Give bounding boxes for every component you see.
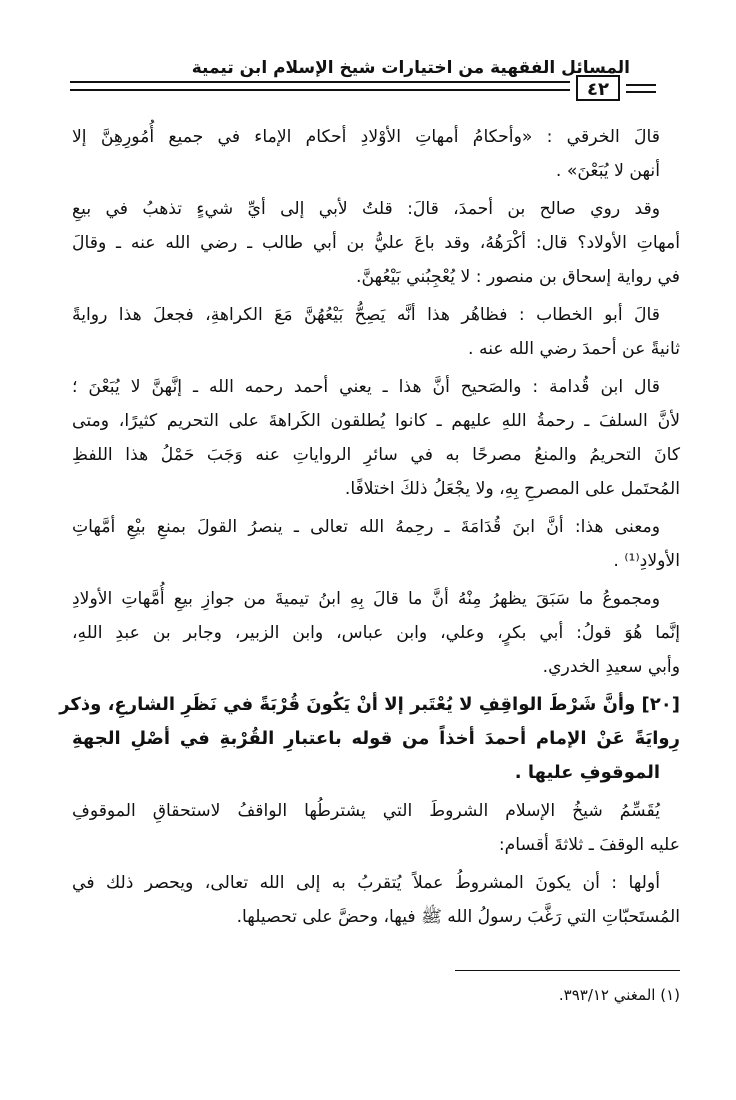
- text-line: كانَ التحريمُ والمنعُ مصرحًا به في سائرِ الرواياتِ عنه وَجَبَ حَمْلُ هذا اللفظِ: [72, 445, 680, 465]
- text-line: رِوايَةً عَنْ الإمام أحمدَ أخذاً من قوله باعتبارِ القُرْبةِ في أصْلِ الجهةِ: [72, 728, 680, 749]
- paragraph-meaning: [72, 510, 680, 578]
- issue-20-heading: [59, 688, 680, 790]
- paragraph-summary: [72, 582, 680, 684]
- header-rule-top: [70, 81, 570, 83]
- text-line: يُقَسِّمُ شيخُ الإسلام الشروطَ التي يشترطُها الواقفُ لاستحقاقِ الموقوفِ: [72, 801, 660, 821]
- text-line: الأولادِ⁽¹⁾ .: [613, 551, 680, 571]
- running-header-title: المسائل الفقهية من اختيارات شيخ الإسلام ابن تيمية: [191, 58, 630, 78]
- text-line: أنهن لا يُبَعْنَ» .: [555, 161, 660, 181]
- paragraph-first-type: [72, 866, 680, 934]
- text-line: أولها : أن يكونَ المشروطُ عملاً يُتقربُ به إلى الله تعالى، ويحصر ذلك في: [72, 873, 660, 893]
- text-line: وقد روي صالح بن أحمدَ، قالَ: قلتُ لأبي إلى أيِّ شيءٍ تذهبُ في بيعِ: [72, 199, 660, 219]
- paragraph-ibn-qudama: [72, 370, 680, 506]
- paragraph-salih: [72, 192, 680, 294]
- text-line: ومعنى هذا: أنَّ ابنَ قُدَامَةَ ـ رحِمهُ الله تعالى ـ ينصرُ القولَ بمنعِ بيْعِ أمَّهاتِ: [72, 517, 660, 537]
- paragraph-kharqi: [72, 120, 680, 188]
- header-rule-bottom: [70, 89, 570, 91]
- text-line: المُستَحبّاتِ التي رَغَّبَ رسولُ الله ﷺ فيها، وحضَّ على تحصيلها.: [236, 907, 680, 927]
- text-line: قالَ أبو الخطاب : فظاهُر هذا أنَّه يَصِحُّ بَيْعُهُنَّ مَعَ الكراهةِ، فجعلَ هذا روايةً: [72, 305, 660, 325]
- text-line: في رواية إسحاق بن منصور : لا يُعْجِبُني بَيْعُهنَّ.: [355, 267, 680, 287]
- paragraph-conditions: [72, 794, 680, 862]
- header-rule-right-bottom: [626, 91, 656, 93]
- text-line: قال ابن قُدامة : والصَحيح أنَّ هذا ـ يعني أحمد رحمه الله ـ إنَّهنَّ لا يُبَعْنَ ؛: [72, 377, 660, 397]
- text-line: وأبي سعيدِ الخدري.: [542, 657, 680, 677]
- text-line: [٢٠] وأنَّ شَرْطَ الواقِفِ لا يُعْتَبر إلا أنْ يَكُونَ قُرْبَةً في نَظَرِ الشارعِ، وذكر: [59, 694, 680, 715]
- text-line: لأنَّ السلفَ ـ رحمةُ اللهِ عليهم ـ كانوا يُطلقون الكَراهةَ على التحريم كثيرًا، ومتى: [72, 411, 680, 431]
- text-line: ثانيةً عن أحمدَ رضي الله عنه .: [468, 339, 680, 359]
- text-line: الموقوفِ عليها .: [514, 762, 660, 783]
- page-body: [59, 120, 680, 938]
- text-line: إنَّما هُوَ قولُ: أبي بكرٍ، وعلي، وابن عباس، وابن الزبير، وجابر بن عبدِ اللهِ،: [72, 623, 680, 643]
- page-number: ٤٢: [576, 75, 620, 101]
- footnote: (١) المغني ٣٩٣/١٢.: [558, 986, 680, 1004]
- text-line: ومجموعُ ما سَبَقَ يظهرُ مِنْهُ أنَّ ما قالَ بِهِ ابنُ تيميةَ من جوازِ بيعِ أُمَّهاتِ الأولادِ: [72, 589, 660, 609]
- text-line: عليه الوقفَ ـ ثلاثةَ أقسام:: [498, 835, 680, 855]
- text-line: المُحتَمل على المصرحِ بِهِ، ولا يجْعَلُ ذلكَ اختلافًا.: [344, 479, 680, 499]
- paragraph-abul-khattab: [72, 298, 680, 366]
- text-line: أمهاتِ الأولاد؟ قال: أكْرَهُهُ، وقد باعَ عليُّ بن أبي طالب ـ رضي الله عنه ـ وقالَ: [72, 233, 680, 253]
- footnote-separator: [455, 970, 680, 971]
- text-line: قالَ الخرقي : «وأحكامُ أمهاتِ الأوْلادِ أحكام الإماء في جميع أُمُورِهِنَّ إلا: [72, 127, 660, 147]
- header-rule-right-top: [626, 84, 656, 86]
